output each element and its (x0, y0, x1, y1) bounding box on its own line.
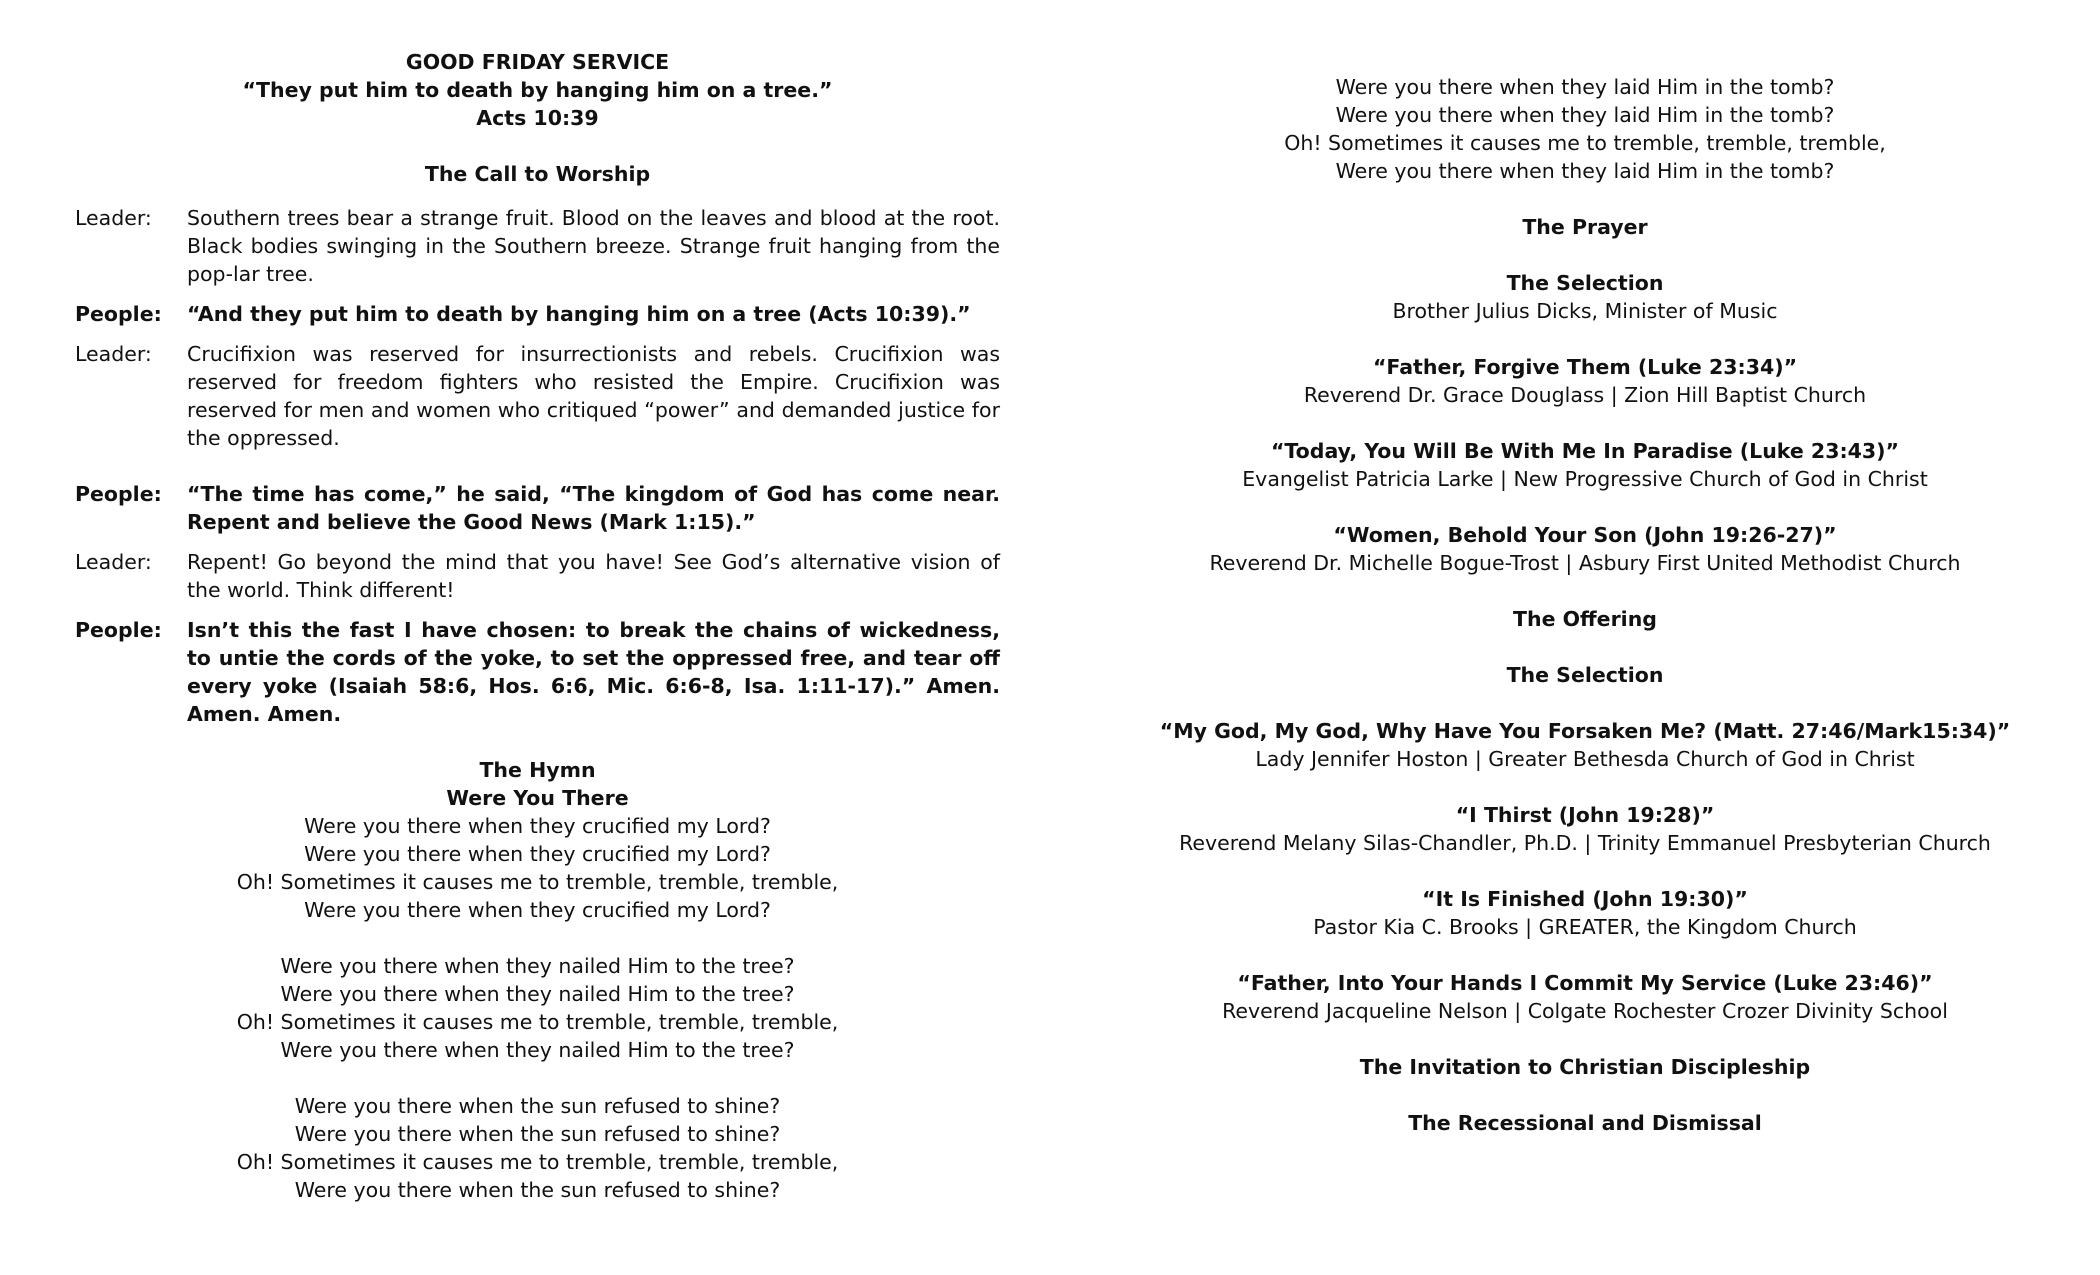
word-title: “Today, You Will Be With Me In Paradise (Luke 23:43)” (1270, 439, 1900, 463)
litany-role: People: (75, 618, 162, 642)
right-column (1150, 0, 2020, 1137)
hymn-line: Were you there when they nailed Him to the tree? (280, 954, 795, 978)
hymn-line: Were you there when they crucified my Lord? (304, 842, 771, 866)
hymn-line: Were you there when the sun refused to shine? (294, 1094, 781, 1118)
hymn-title: Were You There (446, 786, 629, 810)
selection-heading: The Selection (1506, 663, 1664, 687)
word-title: “Father, Forgive Them (Luke 23:34)” (1372, 355, 1798, 379)
prayer-heading: The Prayer (1522, 215, 1648, 239)
hymn-line: Oh! Sometimes it causes me to tremble, tremble, tremble, (236, 1010, 839, 1034)
hymn-section (75, 756, 1000, 1204)
hymn-line: Were you there when they laid Him in the tomb? (1335, 103, 1835, 127)
hymn-line: Were you there when they nailed Him to the tree? (280, 982, 795, 1006)
recessional-heading: The Recessional and Dismissal (1408, 1111, 1762, 1135)
word-title: “I Thirst (John 19:28)” (1455, 803, 1715, 827)
word-title: “Father, Into Your Hands I Commit My Service (Luke 23:46)” (1237, 971, 1933, 995)
litany-text: Isn’t this the fast I have chosen: to break the chains of wickedness, to untie the cords of the yoke, to set the oppressed free, and tear off every yoke (Isaiah 58:6, Hos. 6:6, Mic. 6:6-8, Isa. 1:11-17).” Amen. Amen. Amen. (187, 618, 1000, 726)
theme-quote: “They put him to death by hanging him on a tree.” (242, 78, 833, 102)
word-speaker: Reverend Jacqueline Nelson | Colgate Rochester Crozer Divinity School (1222, 999, 1948, 1023)
hymn-line: Were you there when they nailed Him to the tree? (280, 1038, 795, 1062)
litany-item (75, 340, 1000, 452)
litany-text: “The time has come,” he said, “The kingdom of God has come near. Repent and believe the Good News (Mark 1:15).” (187, 482, 1000, 534)
hymn-line: Were you there when the sun refused to shine? (294, 1178, 781, 1202)
hymn-line: Oh! Sometimes it causes me to tremble, tremble, tremble, (1284, 131, 1886, 155)
hymn-line: Oh! Sometimes it causes me to tremble, tremble, tremble, (236, 1150, 839, 1174)
selection-performer: Brother Julius Dicks, Minister of Music (1392, 299, 1778, 323)
hymn-line: Were you there when they laid Him in the tomb? (1335, 75, 1835, 99)
litany-role: Leader: (75, 206, 152, 230)
word-title: “My God, My God, Why Have You Forsaken Me? (Matt. 27:46/Mark15:34)” (1159, 719, 2011, 743)
litany-role: People: (75, 302, 162, 326)
selection-heading: The Selection (1506, 271, 1664, 295)
litany-role: People: (75, 482, 162, 506)
litany-item (75, 616, 1000, 728)
word-speaker: Reverend Dr. Michelle Bogue-Trost | Asbury First United Methodist Church (1209, 551, 1961, 575)
litany-text: Southern trees bear a strange fruit. Blood on the leaves and blood at the root. Black bodies swinging in the Southern breeze. Strange fruit hanging from the pop-lar tree. (187, 206, 1000, 286)
call-to-worship-heading: The Call to Worship (424, 162, 651, 186)
litany-item (75, 480, 1000, 536)
litany-item (75, 300, 1000, 328)
hymn-line: Oh! Sometimes it causes me to tremble, tremble, tremble, (236, 870, 839, 894)
litany-text: Crucifixion was reserved for insurrectionists and rebels. Crucifixion was reserved for freedom fighters who resisted the Empire. Crucifixion was reserved for men and women who critiqued “power” and demanded justice for the oppressed. (187, 342, 1000, 450)
left-column (75, 0, 1000, 1204)
hymn-line: Were you there when they crucified my Lord? (304, 814, 771, 838)
hymn-heading: The Hymn (479, 758, 596, 782)
word-speaker: Lady Jennifer Hoston | Greater Bethesda Church of God in Christ (1255, 747, 1915, 771)
hymn-line: Were you there when they laid Him in the tomb? (1335, 159, 1835, 183)
word-title: “It Is Finished (John 19:30)” (1422, 887, 1748, 911)
litany-role: Leader: (75, 550, 152, 574)
word-speaker: Pastor Kia C. Brooks | GREATER, the Kingdom Church (1313, 915, 1857, 939)
hymn-line: Were you there when the sun refused to shine? (294, 1122, 781, 1146)
litany-item (75, 548, 1000, 604)
litany-text: Repent! Go beyond the mind that you have! See God’s alternative vision of the world. Think different! (187, 550, 1000, 602)
word-speaker: Evangelist Patricia Larke | New Progressive Church of God in Christ (1242, 467, 1928, 491)
invitation-heading: The Invitation to Christian Discipleship (1359, 1055, 1811, 1079)
litany-item (75, 204, 1000, 288)
word-speaker: Reverend Melany Silas-Chandler, Ph.D. | Trinity Emmanuel Presbyterian Church (1179, 831, 1991, 855)
offering-heading: The Offering (1513, 607, 1657, 631)
litany-role: Leader: (75, 342, 152, 366)
hymn-line: Were you there when they crucified my Lord? (304, 898, 771, 922)
word-speaker: Reverend Dr. Grace Douglass | Zion Hill Baptist Church (1303, 383, 1867, 407)
word-title: “Women, Behold Your Son (John 19:26-27)” (1333, 523, 1837, 547)
service-title: GOOD FRIDAY SERVICE (405, 50, 670, 74)
theme-reference: Acts 10:39 (476, 106, 599, 130)
litany-text: “And they put him to death by hanging him on a tree (Acts 10:39).” (187, 302, 971, 326)
